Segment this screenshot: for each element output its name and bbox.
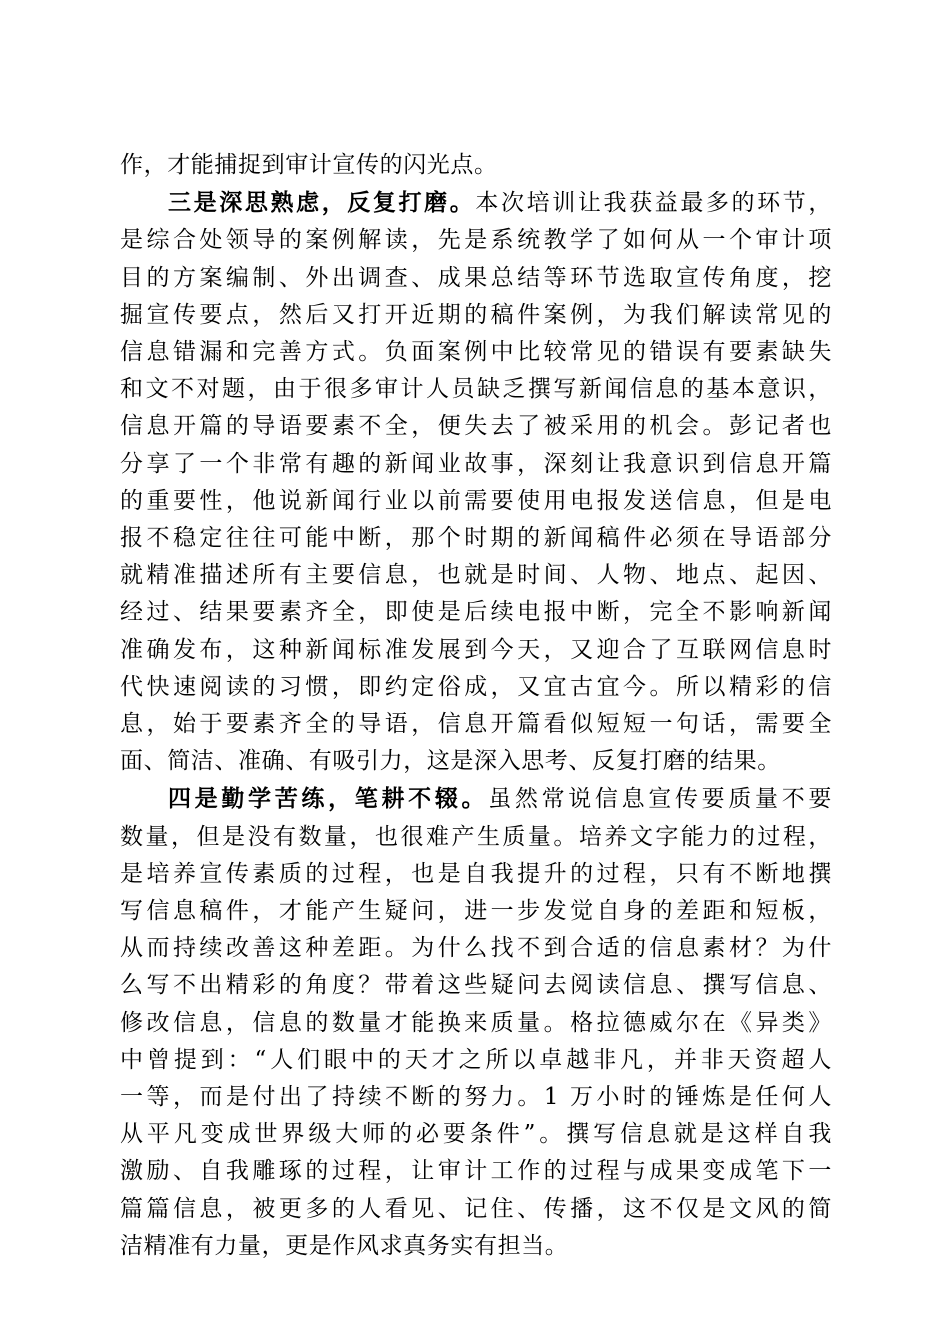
text-line: 掘宣传要点，然后又打开近期的稿件案例，为我们解读常见的 — [120, 301, 832, 328]
text-line: 么写不出精彩的角度？带着这些疑问去阅读信息、撰写信息、 — [120, 972, 832, 999]
text-line-body: 本次培训让我获益最多的环节， — [475, 190, 832, 217]
text-line: 从而持续改善这种差距。为什么找不到合适的信息素材？为什 — [120, 935, 832, 962]
text-line: 洁精准有力量，更是作风求真务实有担当。 — [120, 1232, 569, 1259]
text-line: 是培养宣传素质的过程，也是自我提升的过程，只有不断地撰 — [120, 860, 832, 887]
text-line: 修改信息，信息的数量才能换来质量。格拉德威尔在《异类》 — [120, 1009, 832, 1036]
text-line: 一等，而是付出了持续不断的努力。1 万小时的锤炼是任何人 — [120, 1084, 832, 1111]
text-line: 写信息稿件，才能产生疑问，进一步发觉自身的差距和短板， — [120, 898, 832, 925]
paragraph-three — [120, 184, 832, 780]
text-line: 面、简洁、准确、有吸引力，这是深入思考、反复打磨的结果。 — [120, 748, 781, 775]
text-line: 代快速阅读的习惯，即约定俗成，又宜古宜今。所以精彩的信 — [120, 673, 832, 700]
text-line: 作，才能捕捉到审计宣传的闪光点。 — [120, 152, 498, 178]
paragraph-continuation — [120, 147, 832, 184]
text-line: 数量，但是没有数量，也很难产生质量。培养文字能力的过程， — [120, 823, 832, 850]
text-line-body: 虽然常说信息宣传要质量不要 — [488, 786, 832, 813]
text-line: 从平凡变成世界级大师的必要条件”。撰写信息就是这样自我 — [120, 1121, 832, 1148]
text-line — [120, 184, 832, 222]
text-line: 准确发布，这种新闻标准发展到今天，又迎合了互联网信息时 — [120, 636, 832, 663]
text-line: 激励、自我雕琢的过程，让审计工作的过程与成果变成笔下一 — [120, 1158, 832, 1185]
paragraph-four-lead: 四是勤学苦练，笔耕不辍。 — [168, 785, 489, 813]
text-line: 报不稳定往往可能中断，那个时期的新闻稿件必须在导语部分 — [120, 525, 832, 552]
text-line: 篇篇信息，被更多的人看见、记住、传播，这不仅是文风的简 — [120, 1195, 832, 1222]
text-line: 和文不对题，由于很多审计人员缺乏撰写新闻信息的基本意识， — [120, 376, 832, 403]
paragraph-three-lead: 三是深思熟虑，反复打磨。 — [168, 189, 476, 217]
text-line: 是综合处领导的案例解读，先是系统教学了如何从一个审计项 — [120, 227, 832, 254]
text-line: 信息错漏和完善方式。负面案例中比较常见的错误有要素缺失 — [120, 339, 832, 366]
document-body — [120, 147, 832, 1265]
text-line: 目的方案编制、外出调查、成果总结等环节选取宣传角度，挖 — [120, 264, 832, 291]
text-line — [120, 780, 832, 818]
text-line: 信息开篇的导语要素不全，便失去了被采用的机会。彭记者也 — [120, 413, 832, 440]
text-line: 分享了一个非常有趣的新闻业故事，深刻让我意识到信息开篇 — [120, 450, 832, 477]
text-line: 息，始于要素齐全的导语，信息开篇看似短短一句话，需要全 — [120, 711, 832, 738]
text-line: 中曾提到：“人们眼中的天才之所以卓越非凡，并非天资超人 — [120, 1046, 832, 1073]
text-line: 经过、结果要素齐全，即使是后续电报中断，完全不影响新闻 — [120, 599, 832, 626]
paragraph-four — [120, 780, 832, 1265]
text-line: 就精准描述所有主要信息，也就是时间、人物、地点、起因、 — [120, 562, 832, 589]
text-line: 的重要性，他说新闻行业以前需要使用电报发送信息，但是电 — [120, 487, 832, 514]
